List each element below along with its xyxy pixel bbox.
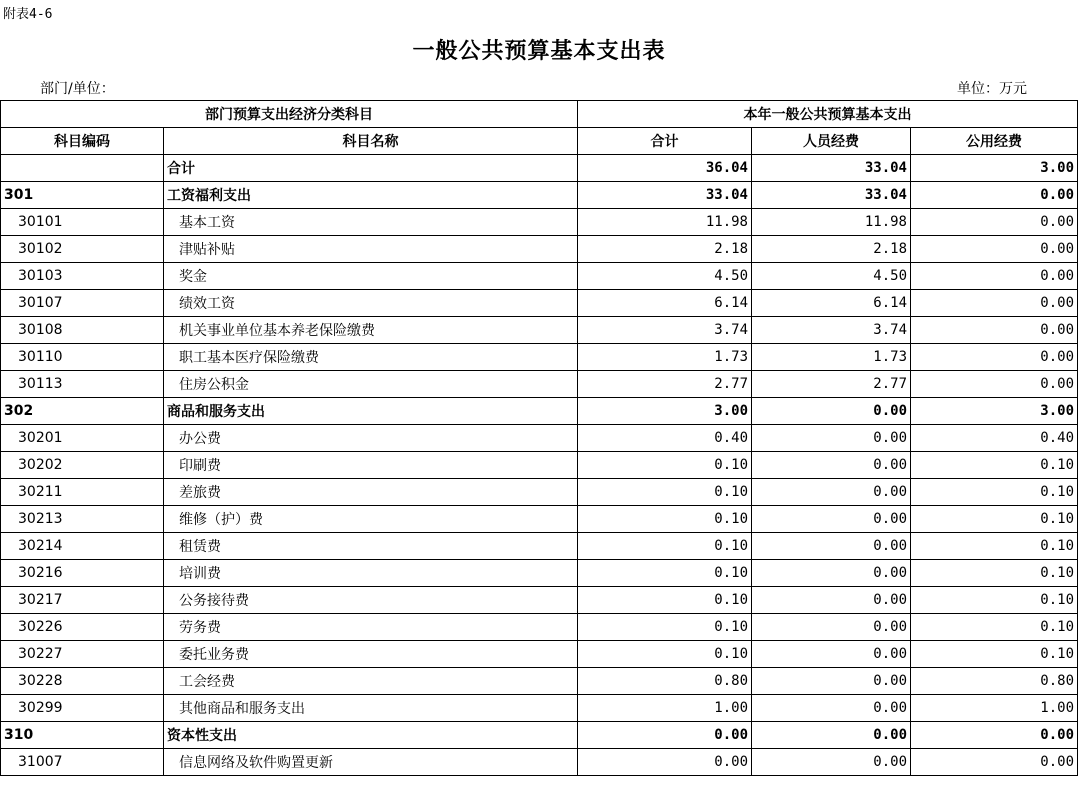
- cell-total: 1.00: [578, 695, 752, 722]
- cell-name: 机关事业单位基本养老保险缴费: [164, 317, 578, 344]
- cell-public: 0.00: [911, 371, 1078, 398]
- cell-total: 3.00: [578, 398, 752, 425]
- cell-total: 6.14: [578, 290, 752, 317]
- cell-public: 0.00: [911, 749, 1078, 776]
- table-row: [1, 425, 1078, 452]
- cell-total: 1.73: [578, 344, 752, 371]
- table-row: [1, 452, 1078, 479]
- cell-personnel: 0.00: [752, 695, 911, 722]
- cell-code: 30217: [1, 587, 164, 614]
- cell-public: 0.10: [911, 560, 1078, 587]
- cell-name: 职工基本医疗保险缴费: [164, 344, 578, 371]
- cell-total: 0.10: [578, 533, 752, 560]
- cell-name: 印刷费: [164, 452, 578, 479]
- cell-public: 0.00: [911, 236, 1078, 263]
- table-row: [1, 290, 1078, 317]
- cell-public: 0.00: [911, 182, 1078, 209]
- cell-code: 30108: [1, 317, 164, 344]
- group-header-basic-expenditure: 本年一般公共预算基本支出: [578, 101, 1078, 128]
- table-row: [1, 641, 1078, 668]
- cell-total: 0.10: [578, 452, 752, 479]
- cell-code: 302: [1, 398, 164, 425]
- cell-name: 劳务费: [164, 614, 578, 641]
- table-row: [1, 398, 1078, 425]
- cell-total: 0.00: [578, 749, 752, 776]
- cell-name: 工会经费: [164, 668, 578, 695]
- cell-total: 0.00: [578, 722, 752, 749]
- cell-personnel: 0.00: [752, 479, 911, 506]
- table-row: [1, 695, 1078, 722]
- table-row: [1, 479, 1078, 506]
- table-row: [1, 371, 1078, 398]
- cell-total: 0.80: [578, 668, 752, 695]
- cell-total: 2.18: [578, 236, 752, 263]
- cell-code: 30201: [1, 425, 164, 452]
- group-header-classification: 部门预算支出经济分类科目: [1, 101, 578, 128]
- cell-code: 30213: [1, 506, 164, 533]
- cell-public: 0.10: [911, 587, 1078, 614]
- cell-personnel: 2.77: [752, 371, 911, 398]
- cell-total: 11.98: [578, 209, 752, 236]
- table-row: [1, 209, 1078, 236]
- cell-name: 资本性支出: [164, 722, 578, 749]
- cell-personnel: 33.04: [752, 182, 911, 209]
- attachment-label: 附表4-6: [3, 7, 53, 22]
- cell-personnel: 0.00: [752, 506, 911, 533]
- table-row: [1, 533, 1078, 560]
- cell-name: 津贴补贴: [164, 236, 578, 263]
- cell-personnel: 0.00: [752, 614, 911, 641]
- cell-public: 0.40: [911, 425, 1078, 452]
- cell-public: 0.00: [911, 263, 1078, 290]
- cell-name: 办公费: [164, 425, 578, 452]
- table-row: [1, 749, 1078, 776]
- cell-code: 30227: [1, 641, 164, 668]
- cell-public: 0.00: [911, 317, 1078, 344]
- table-row: [1, 587, 1078, 614]
- column-header-code: 科目编码: [1, 128, 164, 155]
- cell-personnel: 6.14: [752, 290, 911, 317]
- table-row: [1, 236, 1078, 263]
- table-row: [1, 560, 1078, 587]
- cell-code: 310: [1, 722, 164, 749]
- unit-label: 单位：万元: [957, 81, 1027, 97]
- cell-total: 3.74: [578, 317, 752, 344]
- cell-public: 0.10: [911, 452, 1078, 479]
- cell-personnel: 3.74: [752, 317, 911, 344]
- table-row: [1, 506, 1078, 533]
- cell-personnel: 0.00: [752, 560, 911, 587]
- cell-code: 30216: [1, 560, 164, 587]
- table-row: [1, 182, 1078, 209]
- cell-name: 其他商品和服务支出: [164, 695, 578, 722]
- column-header-personnel: 人员经费: [752, 128, 911, 155]
- cell-name: 信息网络及软件购置更新: [164, 749, 578, 776]
- cell-total: 0.10: [578, 614, 752, 641]
- cell-total: 0.10: [578, 560, 752, 587]
- cell-code: 301: [1, 182, 164, 209]
- cell-total: 4.50: [578, 263, 752, 290]
- table-row: [1, 263, 1078, 290]
- table-row: [1, 317, 1078, 344]
- cell-personnel: 0.00: [752, 587, 911, 614]
- cell-code: 30103: [1, 263, 164, 290]
- cell-personnel: 0.00: [752, 425, 911, 452]
- cell-personnel: 0.00: [752, 533, 911, 560]
- table-row: [1, 614, 1078, 641]
- table-column-header-row: [1, 128, 1078, 155]
- cell-code: 30107: [1, 290, 164, 317]
- cell-code: 30299: [1, 695, 164, 722]
- column-header-public: 公用经费: [911, 128, 1078, 155]
- cell-public: 0.10: [911, 641, 1078, 668]
- cell-total: 0.10: [578, 641, 752, 668]
- cell-total: 0.10: [578, 479, 752, 506]
- cell-total: 2.77: [578, 371, 752, 398]
- cell-name: 合计: [164, 155, 578, 182]
- cell-code: 30211: [1, 479, 164, 506]
- cell-name: 委托业务费: [164, 641, 578, 668]
- table-row: [1, 668, 1078, 695]
- cell-personnel: 0.00: [752, 668, 911, 695]
- cell-personnel: 11.98: [752, 209, 911, 236]
- cell-name: 奖金: [164, 263, 578, 290]
- cell-code: [1, 155, 164, 182]
- cell-personnel: 4.50: [752, 263, 911, 290]
- cell-personnel: 1.73: [752, 344, 911, 371]
- cell-total: 36.04: [578, 155, 752, 182]
- cell-personnel: 0.00: [752, 641, 911, 668]
- cell-name: 租赁费: [164, 533, 578, 560]
- cell-public: 0.00: [911, 209, 1078, 236]
- cell-code: 30214: [1, 533, 164, 560]
- cell-name: 工资福利支出: [164, 182, 578, 209]
- cell-code: 31007: [1, 749, 164, 776]
- cell-public: 0.10: [911, 479, 1078, 506]
- table-row: [1, 344, 1078, 371]
- cell-public: 3.00: [911, 398, 1078, 425]
- cell-code: 30226: [1, 614, 164, 641]
- cell-code: 30202: [1, 452, 164, 479]
- cell-personnel: 33.04: [752, 155, 911, 182]
- cell-personnel: 2.18: [752, 236, 911, 263]
- cell-personnel: 0.00: [752, 452, 911, 479]
- cell-public: 1.00: [911, 695, 1078, 722]
- department-label: 部门/单位：: [40, 81, 115, 97]
- cell-public: 0.00: [911, 344, 1078, 371]
- column-header-name: 科目名称: [164, 128, 578, 155]
- cell-public: 0.80: [911, 668, 1078, 695]
- cell-public: 0.00: [911, 722, 1078, 749]
- cell-total: 0.10: [578, 506, 752, 533]
- cell-name: 住房公积金: [164, 371, 578, 398]
- table-group-header-row: [1, 101, 1078, 128]
- cell-personnel: 0.00: [752, 749, 911, 776]
- cell-name: 基本工资: [164, 209, 578, 236]
- cell-code: 30101: [1, 209, 164, 236]
- cell-total: 0.40: [578, 425, 752, 452]
- cell-name: 商品和服务支出: [164, 398, 578, 425]
- cell-personnel: 0.00: [752, 398, 911, 425]
- cell-public: 0.10: [911, 506, 1078, 533]
- cell-name: 培训费: [164, 560, 578, 587]
- page-title: 一般公共预算基本支出表: [412, 38, 666, 64]
- table-row: [1, 722, 1078, 749]
- cell-public: 0.10: [911, 533, 1078, 560]
- cell-name: 绩效工资: [164, 290, 578, 317]
- cell-code: 30110: [1, 344, 164, 371]
- column-header-total: 合计: [578, 128, 752, 155]
- cell-public: 0.10: [911, 614, 1078, 641]
- cell-name: 差旅费: [164, 479, 578, 506]
- budget-table: [0, 100, 1078, 776]
- cell-public: 0.00: [911, 290, 1078, 317]
- cell-name: 维修（护）费: [164, 506, 578, 533]
- cell-public: 3.00: [911, 155, 1078, 182]
- table-row: [1, 155, 1078, 182]
- cell-code: 30228: [1, 668, 164, 695]
- cell-name: 公务接待费: [164, 587, 578, 614]
- cell-personnel: 0.00: [752, 722, 911, 749]
- table-body: [1, 155, 1078, 776]
- cell-total: 33.04: [578, 182, 752, 209]
- cell-code: 30102: [1, 236, 164, 263]
- cell-total: 0.10: [578, 587, 752, 614]
- cell-code: 30113: [1, 371, 164, 398]
